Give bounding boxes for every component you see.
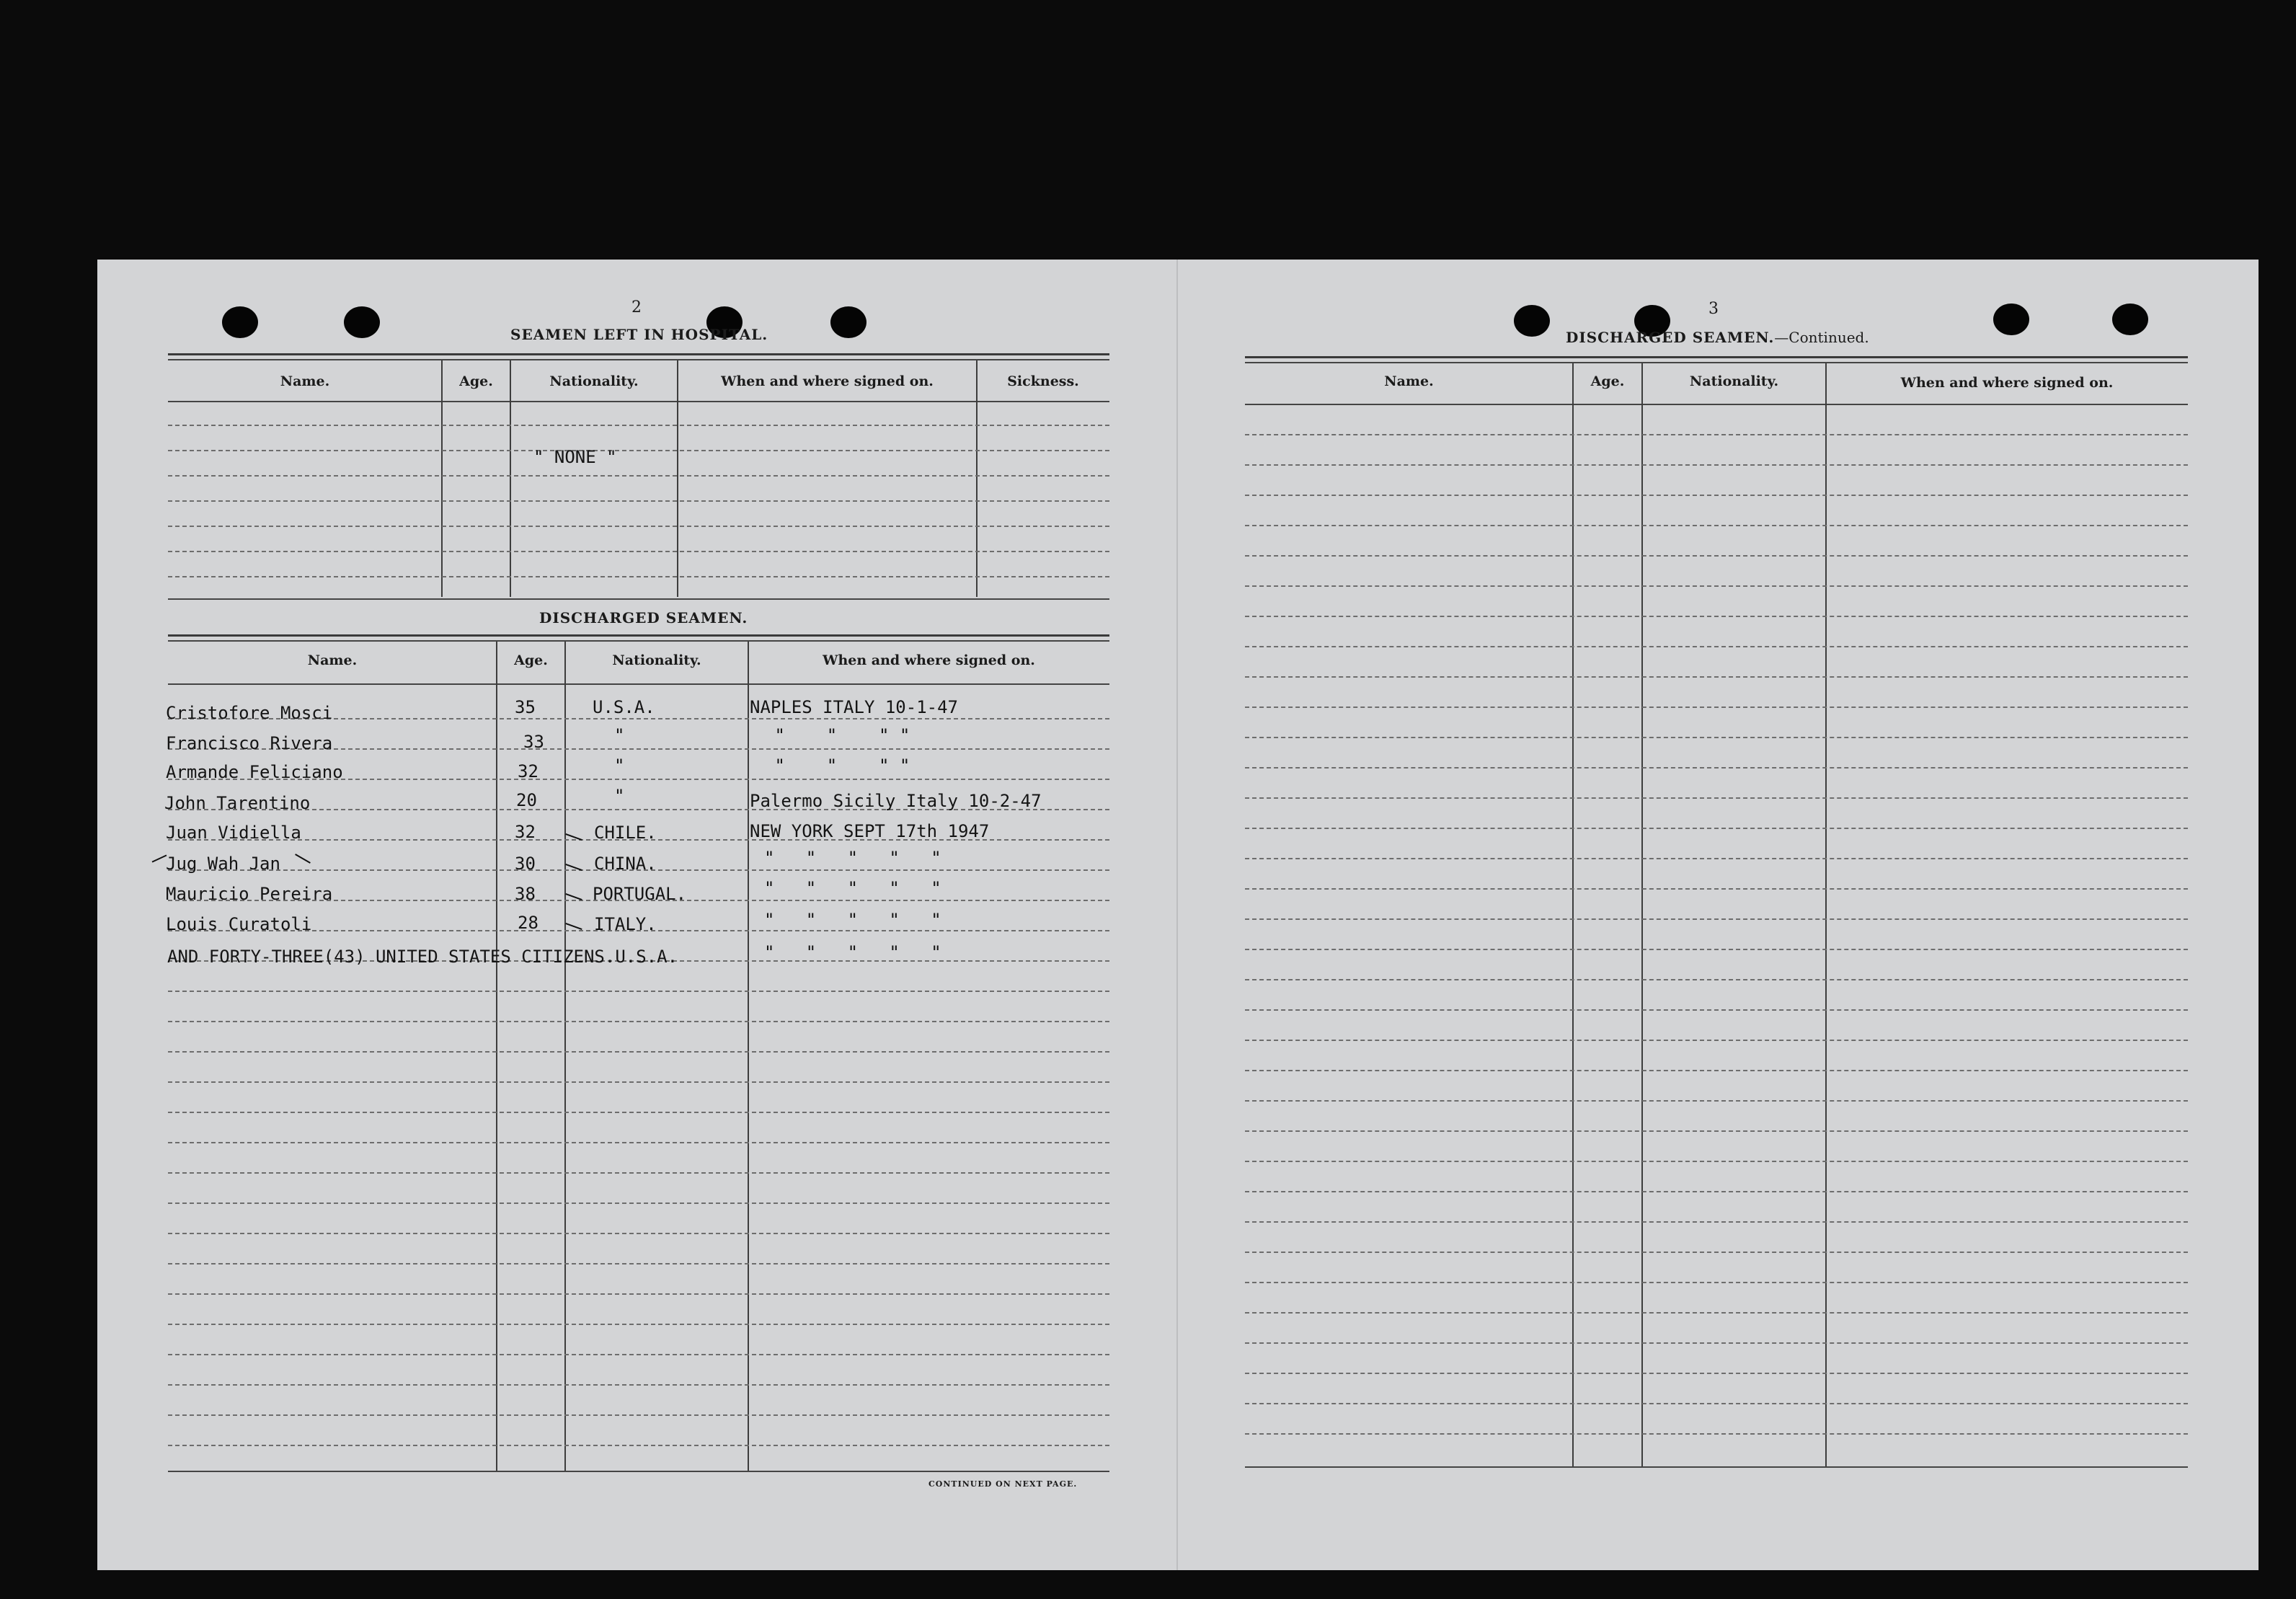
entry-line: [168, 1354, 1109, 1355]
entry-line: [1245, 828, 2188, 829]
column-divider: [1572, 363, 1574, 1466]
seaman-signed-on: NEW YORK SEPT 17th 1947: [750, 821, 990, 841]
rule: [168, 1471, 1109, 1472]
hospital-none-entry: " NONE ": [533, 447, 617, 467]
seaman-nationality: PORTUGAL.: [593, 884, 687, 904]
entry-line: [1245, 1312, 2188, 1314]
seaman-nationality: ": [614, 725, 625, 745]
entry-line: [168, 475, 1109, 477]
entry-line: [1245, 1403, 2188, 1404]
rule: [168, 634, 1109, 637]
column-divider: [510, 360, 511, 597]
seaman-nationality: CHILE.: [594, 823, 657, 843]
entry-line: [168, 1051, 1109, 1053]
hospital-col-sickness: Sickness.: [1007, 373, 1079, 389]
discharged-continued-title-text: DISCHARGED SEAMEN.: [1566, 329, 1775, 346]
entry-line: [168, 1414, 1109, 1416]
hospital-col-signed-on: When and where signed on.: [721, 373, 934, 389]
seaman-age: 32: [518, 761, 538, 781]
seaman-name: Cristofore Mosci: [166, 703, 333, 723]
discharged-section-title: DISCHARGED SEAMEN.: [539, 609, 748, 626]
seaman-name: Jug Wah Jan: [166, 854, 280, 874]
discharged-col-nationality: Nationality.: [612, 652, 701, 668]
entry-line: [1245, 1070, 2188, 1071]
entry-line: [1245, 1252, 2188, 1253]
page-number-right: 3: [1708, 300, 1719, 318]
continued-suffix: —Continued.: [1774, 329, 1869, 346]
right-col-nationality: Nationality.: [1689, 373, 1779, 389]
seaman-age: 33: [523, 732, 544, 752]
seaman-name: Francisco Rivera: [166, 733, 333, 753]
entry-line: [168, 450, 1109, 451]
entry-line: [168, 500, 1109, 502]
discharged-col-name: Name.: [307, 652, 358, 668]
entry-line: [1245, 464, 2188, 466]
seaman-signed-on: " " " " ": [764, 848, 941, 868]
entry-line: [168, 1233, 1109, 1234]
entry-line: [1245, 1009, 2188, 1011]
entry-line: [1245, 495, 2188, 496]
entry-line: [1245, 1100, 2188, 1102]
entry-line: [1245, 979, 2188, 980]
seaman-age: 38: [515, 884, 536, 904]
entry-line: [1245, 1342, 2188, 1344]
entry-line: [1245, 888, 2188, 890]
seaman-signed-on: Palermo Sicily Italy 10-2-47: [750, 791, 1042, 811]
entry-line: [168, 1202, 1109, 1204]
seaman-nationality: ": [614, 786, 625, 806]
rule: [168, 359, 1109, 360]
seaman-name: John Tarentino: [164, 793, 311, 813]
seaman-age: 30: [515, 854, 536, 874]
entry-line: [1245, 1221, 2188, 1223]
rule: [1245, 362, 2188, 363]
hospital-section-title: SEAMEN LEFT IN HOSPITAL.: [510, 326, 768, 343]
entry-line: [168, 526, 1109, 527]
column-divider: [976, 360, 978, 597]
column-divider: [748, 642, 749, 1471]
entry-line: [1245, 585, 2188, 587]
rule: [168, 353, 1109, 355]
entry-line: [1245, 434, 2188, 435]
seaman-signed-on: " " " " ": [764, 910, 941, 930]
seaman-name: Mauricio Pereira: [166, 884, 333, 904]
entry-line: [168, 425, 1109, 426]
rule: [168, 598, 1109, 600]
entry-line: [168, 1112, 1109, 1113]
seaman-age: 28: [518, 913, 538, 933]
column-divider: [677, 360, 678, 597]
entry-line: [1245, 1433, 2188, 1435]
entry-line: [168, 1081, 1109, 1083]
entry-line: [168, 1293, 1109, 1295]
entry-line: [168, 1324, 1109, 1325]
seaman-nationality: ": [614, 756, 625, 776]
rule: [168, 640, 1109, 642]
entry-line: [1245, 646, 2188, 647]
entry-line: [168, 1142, 1109, 1143]
entry-line: [1245, 1282, 2188, 1283]
rule: [1245, 356, 2188, 358]
entry-line: [1245, 1040, 2188, 1041]
column-divider: [1825, 363, 1827, 1466]
rule: [168, 401, 1109, 402]
right-col-age: Age.: [1590, 373, 1625, 389]
summary-line: AND FORTY-THREE(43) UNITED STATES CITIZENS.U.S.A.: [167, 947, 678, 967]
continued-footer: CONTINUED ON NEXT PAGE.: [928, 1479, 1078, 1489]
entry-line: [168, 551, 1109, 552]
punch-hole: [222, 306, 258, 338]
seaman-nationality: U.S.A.: [593, 697, 655, 717]
seaman-signed-on: " " " ": [764, 725, 910, 745]
rule: [1245, 404, 2188, 405]
page-number-left: 2: [631, 298, 642, 316]
seaman-age: 20: [516, 790, 537, 810]
column-divider: [564, 642, 566, 1471]
page-fold: [1176, 260, 1178, 1570]
entry-line: [1245, 707, 2188, 708]
entry-line: [168, 1172, 1109, 1174]
discharged-continued-title: [1566, 329, 1869, 346]
entry-line: [1245, 1191, 2188, 1192]
entry-line: [168, 1021, 1109, 1022]
hospital-col-nationality: Nationality.: [549, 373, 639, 389]
column-divider: [441, 360, 443, 597]
seaman-signed-on: " " " ": [764, 756, 910, 776]
seaman-signed-on: " " " " ": [764, 878, 941, 898]
entry-line: [1245, 1161, 2188, 1162]
discharged-col-signed-on: When and where signed on.: [823, 652, 1035, 668]
right-col-signed-on: When and where signed on.: [1900, 375, 2114, 391]
punch-hole: [1514, 305, 1550, 337]
entry-line: [1245, 1373, 2188, 1374]
seaman-name: Juan Vidiella: [166, 823, 301, 843]
seaman-nationality: ITALY.: [594, 914, 657, 934]
seaman-name: Louis Curatoli: [166, 914, 312, 934]
seaman-signed-on: NAPLES ITALY 10-1-47: [750, 697, 958, 717]
rule: [1245, 1466, 2188, 1468]
punch-hole: [830, 306, 866, 338]
column-divider: [496, 642, 497, 1471]
entry-line: [1245, 858, 2188, 859]
entry-line: [1245, 918, 2188, 920]
right-col-name: Name.: [1384, 373, 1434, 389]
entry-line: [168, 1263, 1109, 1264]
seaman-nationality: CHINA.: [594, 854, 657, 874]
punch-hole: [2112, 304, 2148, 335]
entry-line: [168, 991, 1109, 992]
entry-line: [1245, 797, 2188, 799]
discharged-col-age: Age.: [514, 652, 548, 668]
seaman-name: Armande Feliciano: [166, 762, 343, 782]
entry-line: [1245, 1130, 2188, 1132]
seaman-age: 32: [515, 822, 536, 842]
hospital-col-age: Age.: [459, 373, 493, 389]
entry-line: [1245, 949, 2188, 950]
column-divider: [1641, 363, 1643, 1466]
entry-line: [168, 1384, 1109, 1386]
entry-line: [1245, 737, 2188, 738]
punch-hole: [344, 306, 380, 338]
entry-line: [1245, 676, 2188, 678]
entry-line: [1245, 616, 2188, 617]
seaman-age: 35: [515, 697, 536, 717]
entry-line: [1245, 525, 2188, 526]
entry-line: [1245, 767, 2188, 769]
summary-signed-on: " " " " ": [764, 942, 941, 962]
punch-hole: [1993, 304, 2029, 335]
hospital-col-name: Name.: [280, 373, 330, 389]
entry-line: [168, 1445, 1109, 1446]
entry-line: [168, 576, 1109, 577]
entry-line: [1245, 555, 2188, 557]
rule: [168, 683, 1109, 685]
